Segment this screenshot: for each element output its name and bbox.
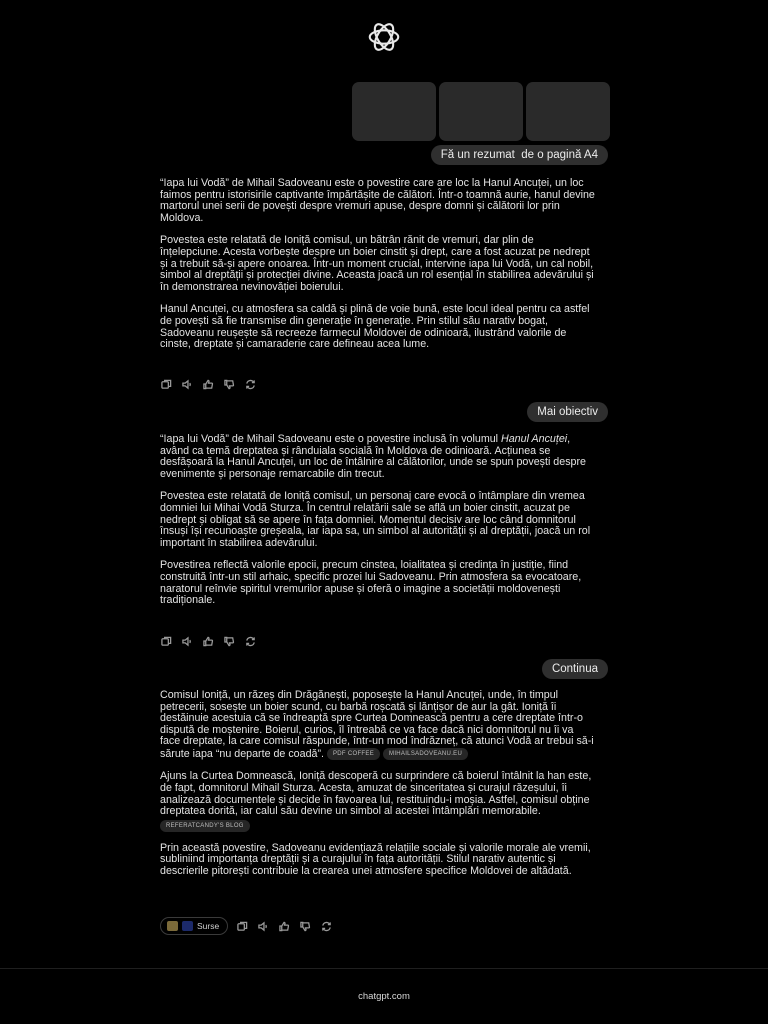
speaker-icon[interactable] bbox=[181, 635, 194, 648]
assistant-message bbox=[160, 178, 596, 351]
source-favicon-icon bbox=[182, 921, 193, 931]
answer-paragraph: “Iapa lui Vodă” de Mihail Sadoveanu este o povestire inclusă în volumul Hanul Ancuței, având ca temă dreptatea și rânduiala socială în Moldova de odinioară. Acțiunea se desfășoară la Hanul Ancuței, un loc de întâlnire al călătorilor, unde se spun povești despre evenimente și personaje remarcabile din trecut. bbox=[160, 433, 586, 480]
message-actions bbox=[160, 635, 257, 648]
attachment-thumbnails bbox=[352, 82, 610, 141]
attachment-thumbnail[interactable] bbox=[526, 82, 610, 141]
speaker-icon[interactable] bbox=[257, 920, 270, 933]
assistant-message bbox=[160, 434, 596, 607]
message-actions bbox=[160, 917, 333, 935]
footer-divider bbox=[0, 968, 768, 969]
sources-label: Surse bbox=[197, 921, 220, 931]
copy-icon[interactable] bbox=[160, 378, 173, 391]
openai-logo-icon bbox=[365, 18, 403, 56]
answer-paragraph: Comisul Ioniță, un răzeș din Drăgănești, poposește la Hanul Ancuței, unde, în timpul petrecerii, sosește un boier scund, cu barbă roșcată și lănțișor de aur la gât. Ioniță îi destăinuie acestuia că se îndreaptă spre Curtea Domnească pentru a cere dreptate într-o dispută de moștenire. Boierul, curios, îl întreabă ce va face dacă nici domnitorul nu îi va face dreptate, la care comisul răspunde, într-un mod îndrăzneț, că atunci Vodă ar trebui să-i sărute iapa “nu departe de coadă”. PDF COFFEE MIHAILSADOVEANU.EU bbox=[160, 689, 594, 760]
user-message: Mai obiectiv bbox=[527, 402, 608, 422]
copy-icon[interactable] bbox=[160, 635, 173, 648]
answer-paragraph: Ajuns la Curtea Domnească, Ioniță descoperă cu surprindere că boierul întâlnit la han este, de fapt, domnitorul Mihail Sturza. Acesta, amuzat de sinceritatea și curajul răzeșului, îi analizează documentele și decide în favoarea lui, restituindu-i moșia. Astfel, comisul obține dreptatea dorită, iar calul său devine un simbol al acestei întâmplări memorabile. REFERATCANDY'S BLOG bbox=[160, 771, 596, 831]
assistant-message bbox=[160, 690, 596, 878]
citation-chip[interactable]: PDF COFFEE bbox=[327, 748, 380, 760]
thumbs-up-icon[interactable] bbox=[202, 635, 215, 648]
attachment-thumbnail[interactable] bbox=[439, 82, 523, 141]
regenerate-icon[interactable] bbox=[244, 378, 257, 391]
footer-domain: chatgpt.com bbox=[358, 991, 410, 1002]
attachment-thumbnail[interactable] bbox=[352, 82, 436, 141]
thumbs-down-icon[interactable] bbox=[223, 635, 236, 648]
answer-paragraph: Hanul Ancuței, cu atmosfera sa caldă și plină de voie bună, este locul ideal pentru ca astfel de povești să fie transmise din generație în generație. Prin stilul său narativ bogat, Sadoveanu reușește să recreeze farmecul Moldovei de odinioară, ilustrând valorile de cinste, dreptate și camaraderie care defineau acea lume. bbox=[160, 303, 590, 351]
message-actions bbox=[160, 378, 257, 391]
thumbs-down-icon[interactable] bbox=[299, 920, 312, 933]
answer-paragraph: Prin această povestire, Sadoveanu evidențiază relațiile sociale și valorile morale ale vremii, subliniind importanța dreptății și a curajului în fața autorității. Stilul narativ autentic și descrierile pitorești contribuie la crearea unei atmosfere specifice Moldovei de altădată. bbox=[160, 841, 591, 877]
user-message: Continua bbox=[542, 659, 608, 679]
regenerate-icon[interactable] bbox=[320, 920, 333, 933]
citation-chip[interactable]: MIHAILSADOVEANU.EU bbox=[383, 748, 468, 760]
answer-paragraph: “Iapa lui Vodă” de Mihail Sadoveanu este o povestire care are loc la Hanul Ancuței, un loc faimos pentru istorisirile captivante împărtășite de călători. Într-o toamnă aurie, hanul devine martorul unei serii de povești despre vremuri apuse, despre domni și călătorii lor prin Moldova. bbox=[160, 177, 595, 224]
answer-paragraph: Povestirea reflectă valorile epocii, precum cinstea, loialitatea și credința în justiție, fiind construită într-un stil arhaic, specific prozei lui Sadoveanu. Prin atmosfera sa evocatoare, naratorul reînvie spiritul vremurilor apuse și oferă o imagine a societății moldovenești tradiționale. bbox=[160, 559, 582, 607]
regenerate-icon[interactable] bbox=[244, 635, 257, 648]
thumbs-up-icon[interactable] bbox=[278, 920, 291, 933]
answer-paragraph: Povestea este relatată de Ioniță comisul, un bătrân rănit de vremuri, dar plin de înțelepciune. Acesta vorbește despre un boier cinstit și drept, care a fost acuzat pe nedrept și a trebuit să-și apere onoarea. Într-un moment crucial, intervine iapa lui Vodă, un cal nobil, simbol al dreptății și protecției divine. Aceasta joacă un rol esențial în stabilirea adevărului și în demonstrarea nevinovăției boierului. bbox=[160, 234, 594, 293]
copy-icon[interactable] bbox=[236, 920, 249, 933]
source-favicon-icon bbox=[167, 921, 178, 931]
answer-paragraph: Povestea este relatată de Ioniță comisul, un personaj care evocă o întâmplare din vremea domniei lui Mihai Vodă Sturza. În centrul relatării sale se află un boier cinstit, acuzat pe nedrept și obligat să se apere în fața domniei. Momentul decisiv are loc când domnitorul însuși își recunoaște greșeala, iar iapa sa, un simbol al autorității și al dreptății, joacă un rol important în stabilirea adevărului. bbox=[160, 490, 591, 549]
sources-button[interactable] bbox=[160, 917, 228, 935]
thumbs-down-icon[interactable] bbox=[223, 378, 236, 391]
thumbs-up-icon[interactable] bbox=[202, 378, 215, 391]
citation-chip[interactable]: REFERATCANDY'S BLOG bbox=[160, 820, 250, 832]
user-message: Fă un rezumat de o pagină A4 bbox=[431, 145, 608, 165]
speaker-icon[interactable] bbox=[181, 378, 194, 391]
